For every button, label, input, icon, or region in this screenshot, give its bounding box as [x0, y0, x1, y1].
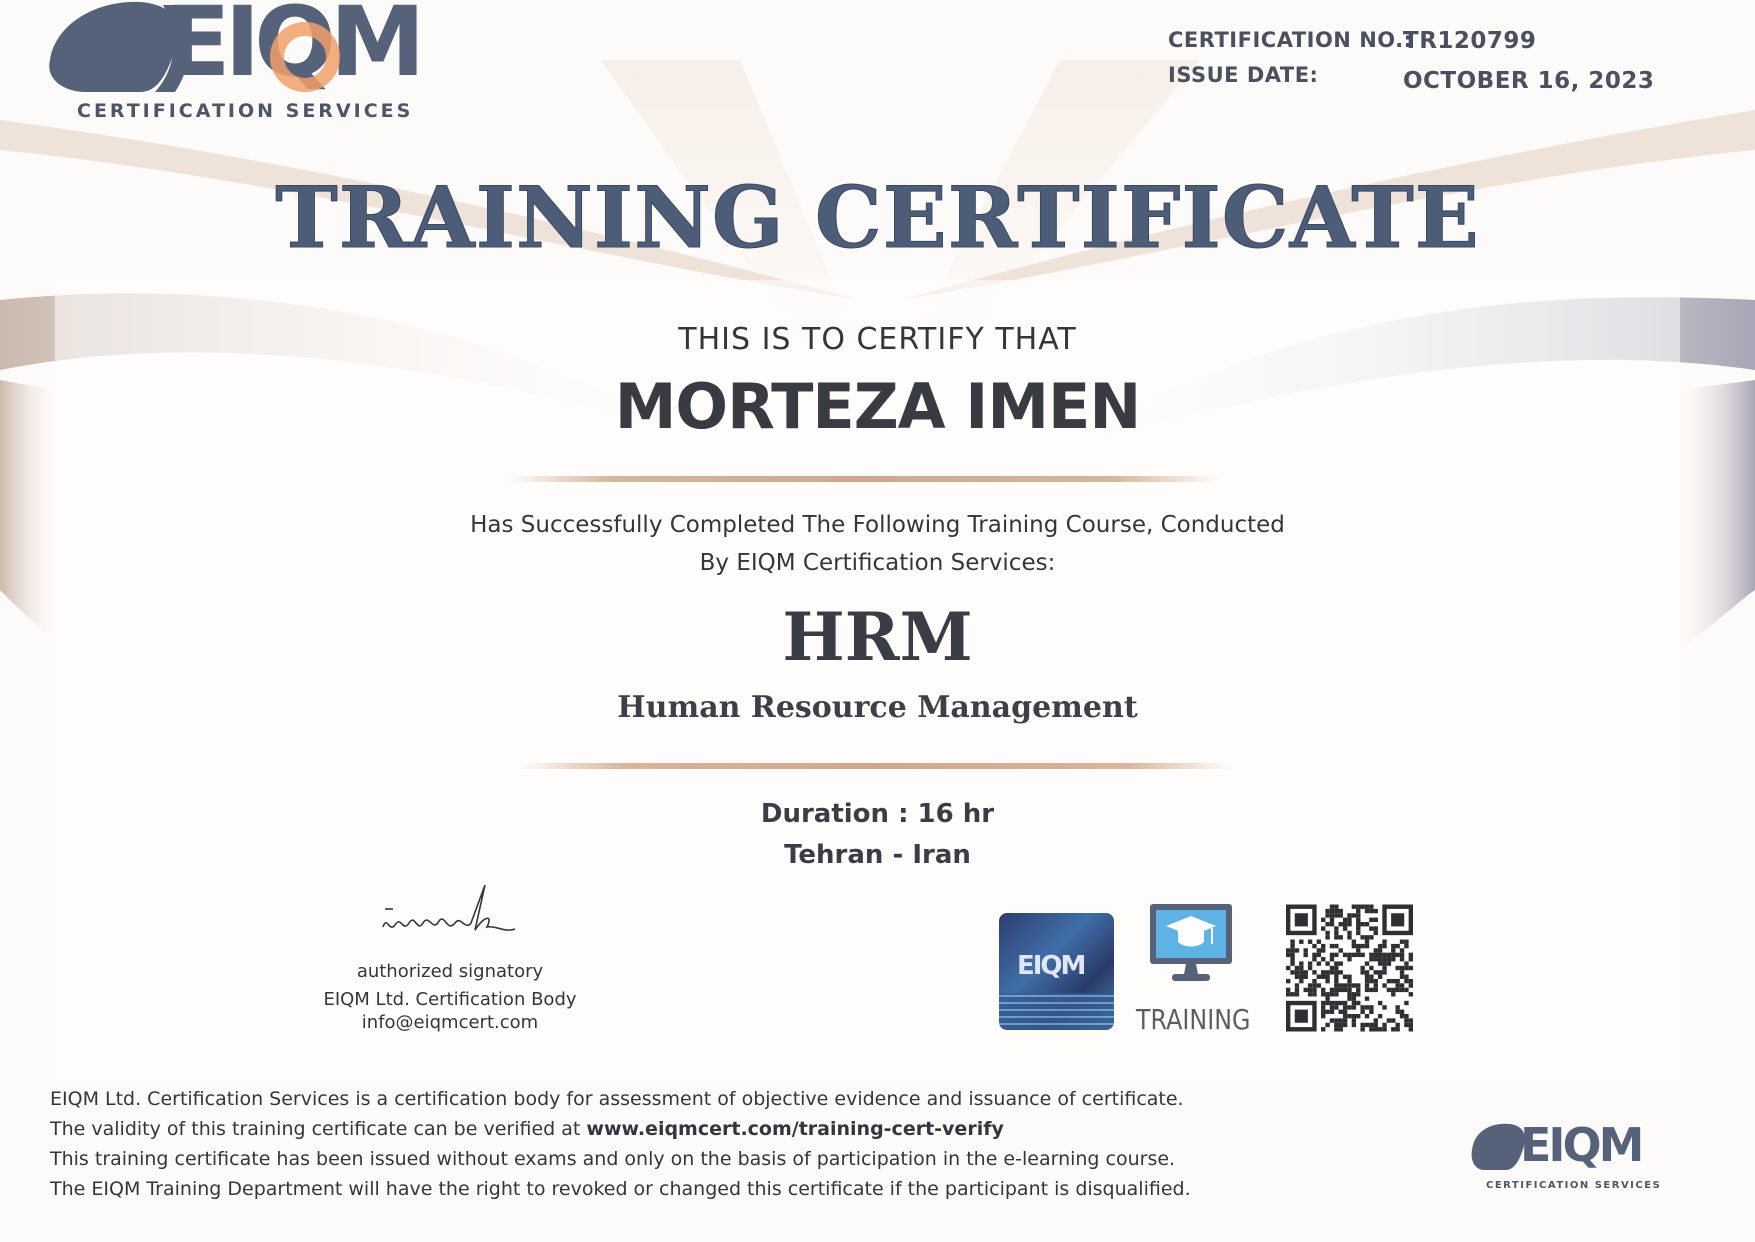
issue-date-label: ISSUE DATE: [1168, 63, 1319, 87]
logo-check-mark [270, 22, 340, 92]
monitor-graduation-cap-icon [1146, 900, 1236, 988]
hologram-pattern [999, 993, 1114, 1030]
hologram-brand: EIQM [1017, 951, 1085, 981]
footer-line-4: The EIQM Training Department will have the right to revoked or changed this certificate if the participant is disqualified. [50, 1178, 1191, 1200]
certify-line: THIS IS TO CERTIFY THAT [678, 322, 1077, 357]
completion-line-1: Has Successfully Completed The Following Training Course, Conducted [470, 512, 1285, 538]
recipient-name: MORTEZA IMEN [614, 370, 1141, 443]
divider-bottom [518, 763, 1232, 769]
issue-date-value: OCTOBER 16, 2023 [1403, 68, 1655, 94]
signatory-role: authorized signatory [356, 961, 544, 982]
signature [375, 885, 535, 945]
eiqm-logo-small [1470, 1118, 1665, 1197]
duration: Duration : 16 hr [760, 799, 995, 829]
signatory-email: info@eiqmcert.com [361, 1012, 539, 1033]
footer-line-2-text: The validity of this training certificate can be verified at [50, 1118, 587, 1140]
hologram-seal [999, 913, 1114, 1030]
cert-no-label: CERTIFICATION NO.: [1168, 28, 1413, 52]
cert-no-value: TR120799 [1403, 28, 1537, 54]
logo-brand-small: EIQM [1520, 1118, 1642, 1172]
verify-link[interactable]: www.eiqmcert.com/training-cert-verify [586, 1118, 1004, 1140]
divider-top [506, 476, 1220, 482]
eiqm-logo [45, 0, 420, 125]
footer-line-1: EIQM Ltd. Certification Services is a certification body for assessment of objective evidence and issuance of certificate. [50, 1088, 1184, 1110]
course-name: Human Resource Management [617, 690, 1138, 725]
signatory-organization: EIQM Ltd. Certification Body [323, 989, 577, 1010]
certificate-title: TRAINING CERTIFICATE [275, 168, 1480, 267]
logo-subtitle-small: CERTIFICATION SERVICES [1486, 1180, 1662, 1191]
course-code: HRM [782, 598, 973, 676]
footer-line-3: This training certificate has been issued without exams and only on the basis of participation in the e-learning course. [50, 1148, 1176, 1170]
logo-brand: EIQM [165, 0, 420, 98]
logo-subtitle: CERTIFICATION SERVICES [77, 100, 414, 122]
completion-line-2: By EIQM Certification Services: [699, 550, 1056, 576]
location: Tehran - Iran [784, 840, 971, 870]
training-label: TRAINING [1136, 1003, 1251, 1036]
footer-line-2 [50, 1118, 1004, 1140]
qr-code-icon[interactable] [1286, 903, 1413, 1033]
